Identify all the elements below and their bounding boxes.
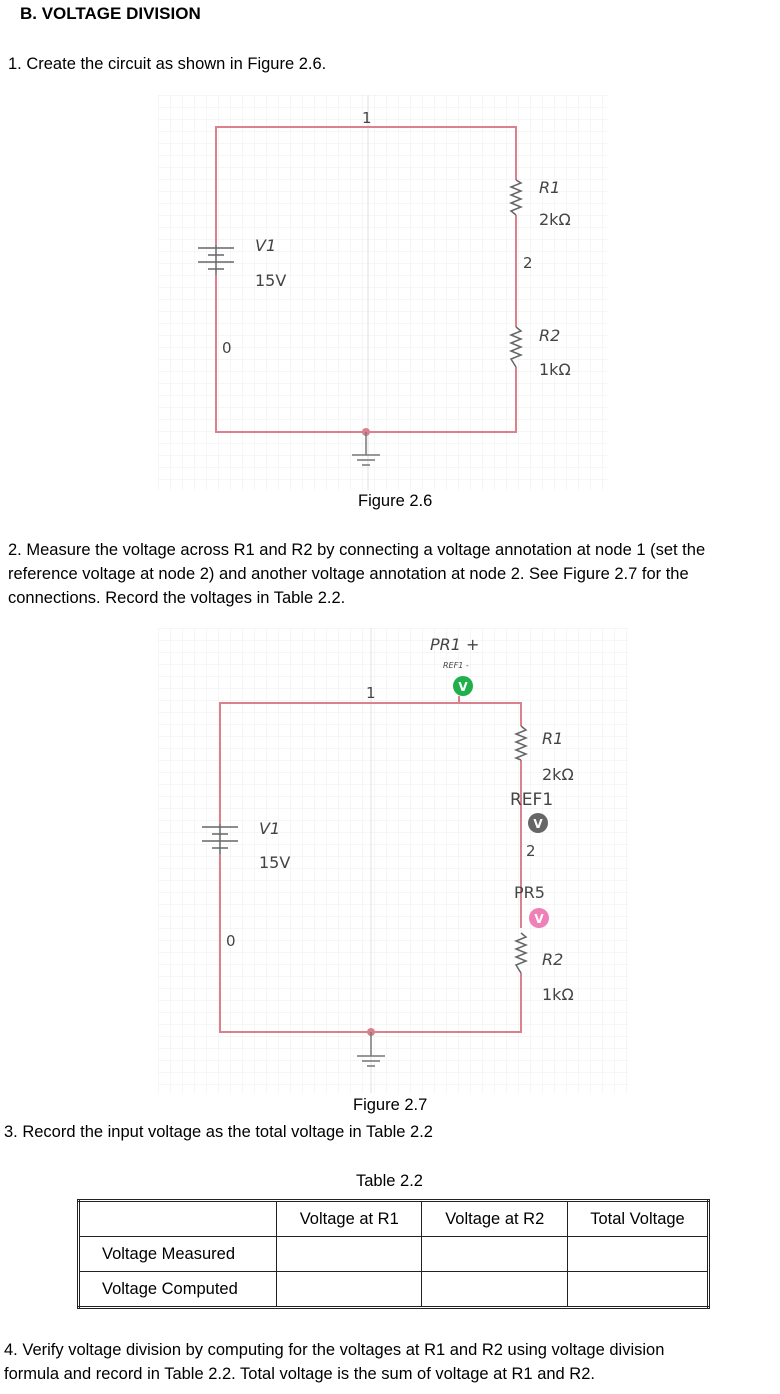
step-2-text [8, 538, 705, 610]
node-0-label: 0 [226, 932, 236, 950]
step-2-line: reference voltage at node 2) and another voltage annotation at node 2. See Figure 2.7 for the [8, 565, 689, 583]
v1-value: 15V [259, 853, 291, 872]
table-header-row [79, 1201, 709, 1237]
table-row [79, 1237, 709, 1272]
probe-ref1-icon [528, 813, 548, 833]
table-2-2-caption: Table 2.2 [356, 1172, 423, 1190]
table-row [79, 1272, 709, 1308]
node-2-label: 2 [523, 254, 533, 272]
node-1-label: 1 [366, 684, 376, 702]
node-2-label: 2 [526, 842, 536, 860]
probe-pr1-ref-label: REF1 - [443, 661, 469, 670]
probe-pr1-label: PR1 + [430, 635, 480, 654]
r1-value: 2kΩ [542, 765, 574, 784]
node-0-label: 0 [222, 339, 232, 357]
table-cell [422, 1237, 567, 1272]
header-cell: Voltage at R2 [422, 1201, 567, 1237]
table-cell [277, 1272, 422, 1308]
step-1-text: 1. Create the circuit as shown in Figure 2.6. [8, 55, 327, 73]
step-4-text [4, 1338, 664, 1386]
svg-text:V: V [458, 680, 468, 694]
r2-value: 1kΩ [539, 360, 571, 379]
node-1-label: 1 [362, 109, 372, 127]
r1-name: R1 [539, 178, 561, 197]
figure-2-7 [158, 628, 628, 1093]
step-2-line: connections. Record the voltages in Table 2.2. [8, 589, 346, 607]
table-cell [567, 1237, 708, 1272]
probe-pr5-icon [529, 908, 549, 928]
r2-value: 1kΩ [542, 985, 574, 1004]
step-4-line: 4. Verify voltage division by computing for the voltages at R1 and R2 using voltage division [4, 1341, 665, 1359]
svg-text:V: V [533, 817, 543, 831]
header-cell: Voltage at R1 [277, 1201, 422, 1237]
schematic-grid [158, 95, 608, 490]
step-3-text: 3. Record the input voltage as the total voltage in Table 2.2 [4, 1123, 433, 1141]
row-label: Voltage Measured [79, 1237, 277, 1272]
figure-2-6 [158, 95, 608, 490]
ref1-label: REF1 [510, 790, 554, 810]
step-4-line: formula and record in Table 2.2. Total voltage is the sum of voltage at R1 and R2. [4, 1365, 595, 1383]
r1-value: 2kΩ [539, 210, 571, 229]
svg-text:V: V [534, 912, 544, 926]
figure-2-6-caption: Figure 2.6 [358, 492, 433, 510]
v1-name: V1 [255, 236, 277, 255]
v1-name: V1 [259, 819, 281, 838]
table-cell [277, 1237, 422, 1272]
table-cell [422, 1272, 567, 1308]
table-2-2 [77, 1199, 710, 1309]
header-cell: Total Voltage [567, 1201, 708, 1237]
step-2-line: 2. Measure the voltage across R1 and R2 by connecting a voltage annotation at node 1 (set the [8, 541, 706, 559]
row-label: Voltage Computed [79, 1272, 277, 1308]
table-cell [567, 1272, 708, 1308]
v1-value: 15V [255, 271, 287, 290]
schematic-grid [158, 628, 628, 1093]
section-title: B. VOLTAGE DIVISION [20, 4, 201, 23]
r1-name: R1 [542, 729, 564, 748]
probe-pr5-label: PR5 [514, 883, 545, 902]
r2-name: R2 [539, 326, 561, 345]
figure-2-7-caption: Figure 2.7 [353, 1096, 428, 1114]
probe-pr1-icon [453, 676, 473, 696]
header-cell [79, 1201, 277, 1237]
r2-name: R2 [542, 950, 564, 969]
